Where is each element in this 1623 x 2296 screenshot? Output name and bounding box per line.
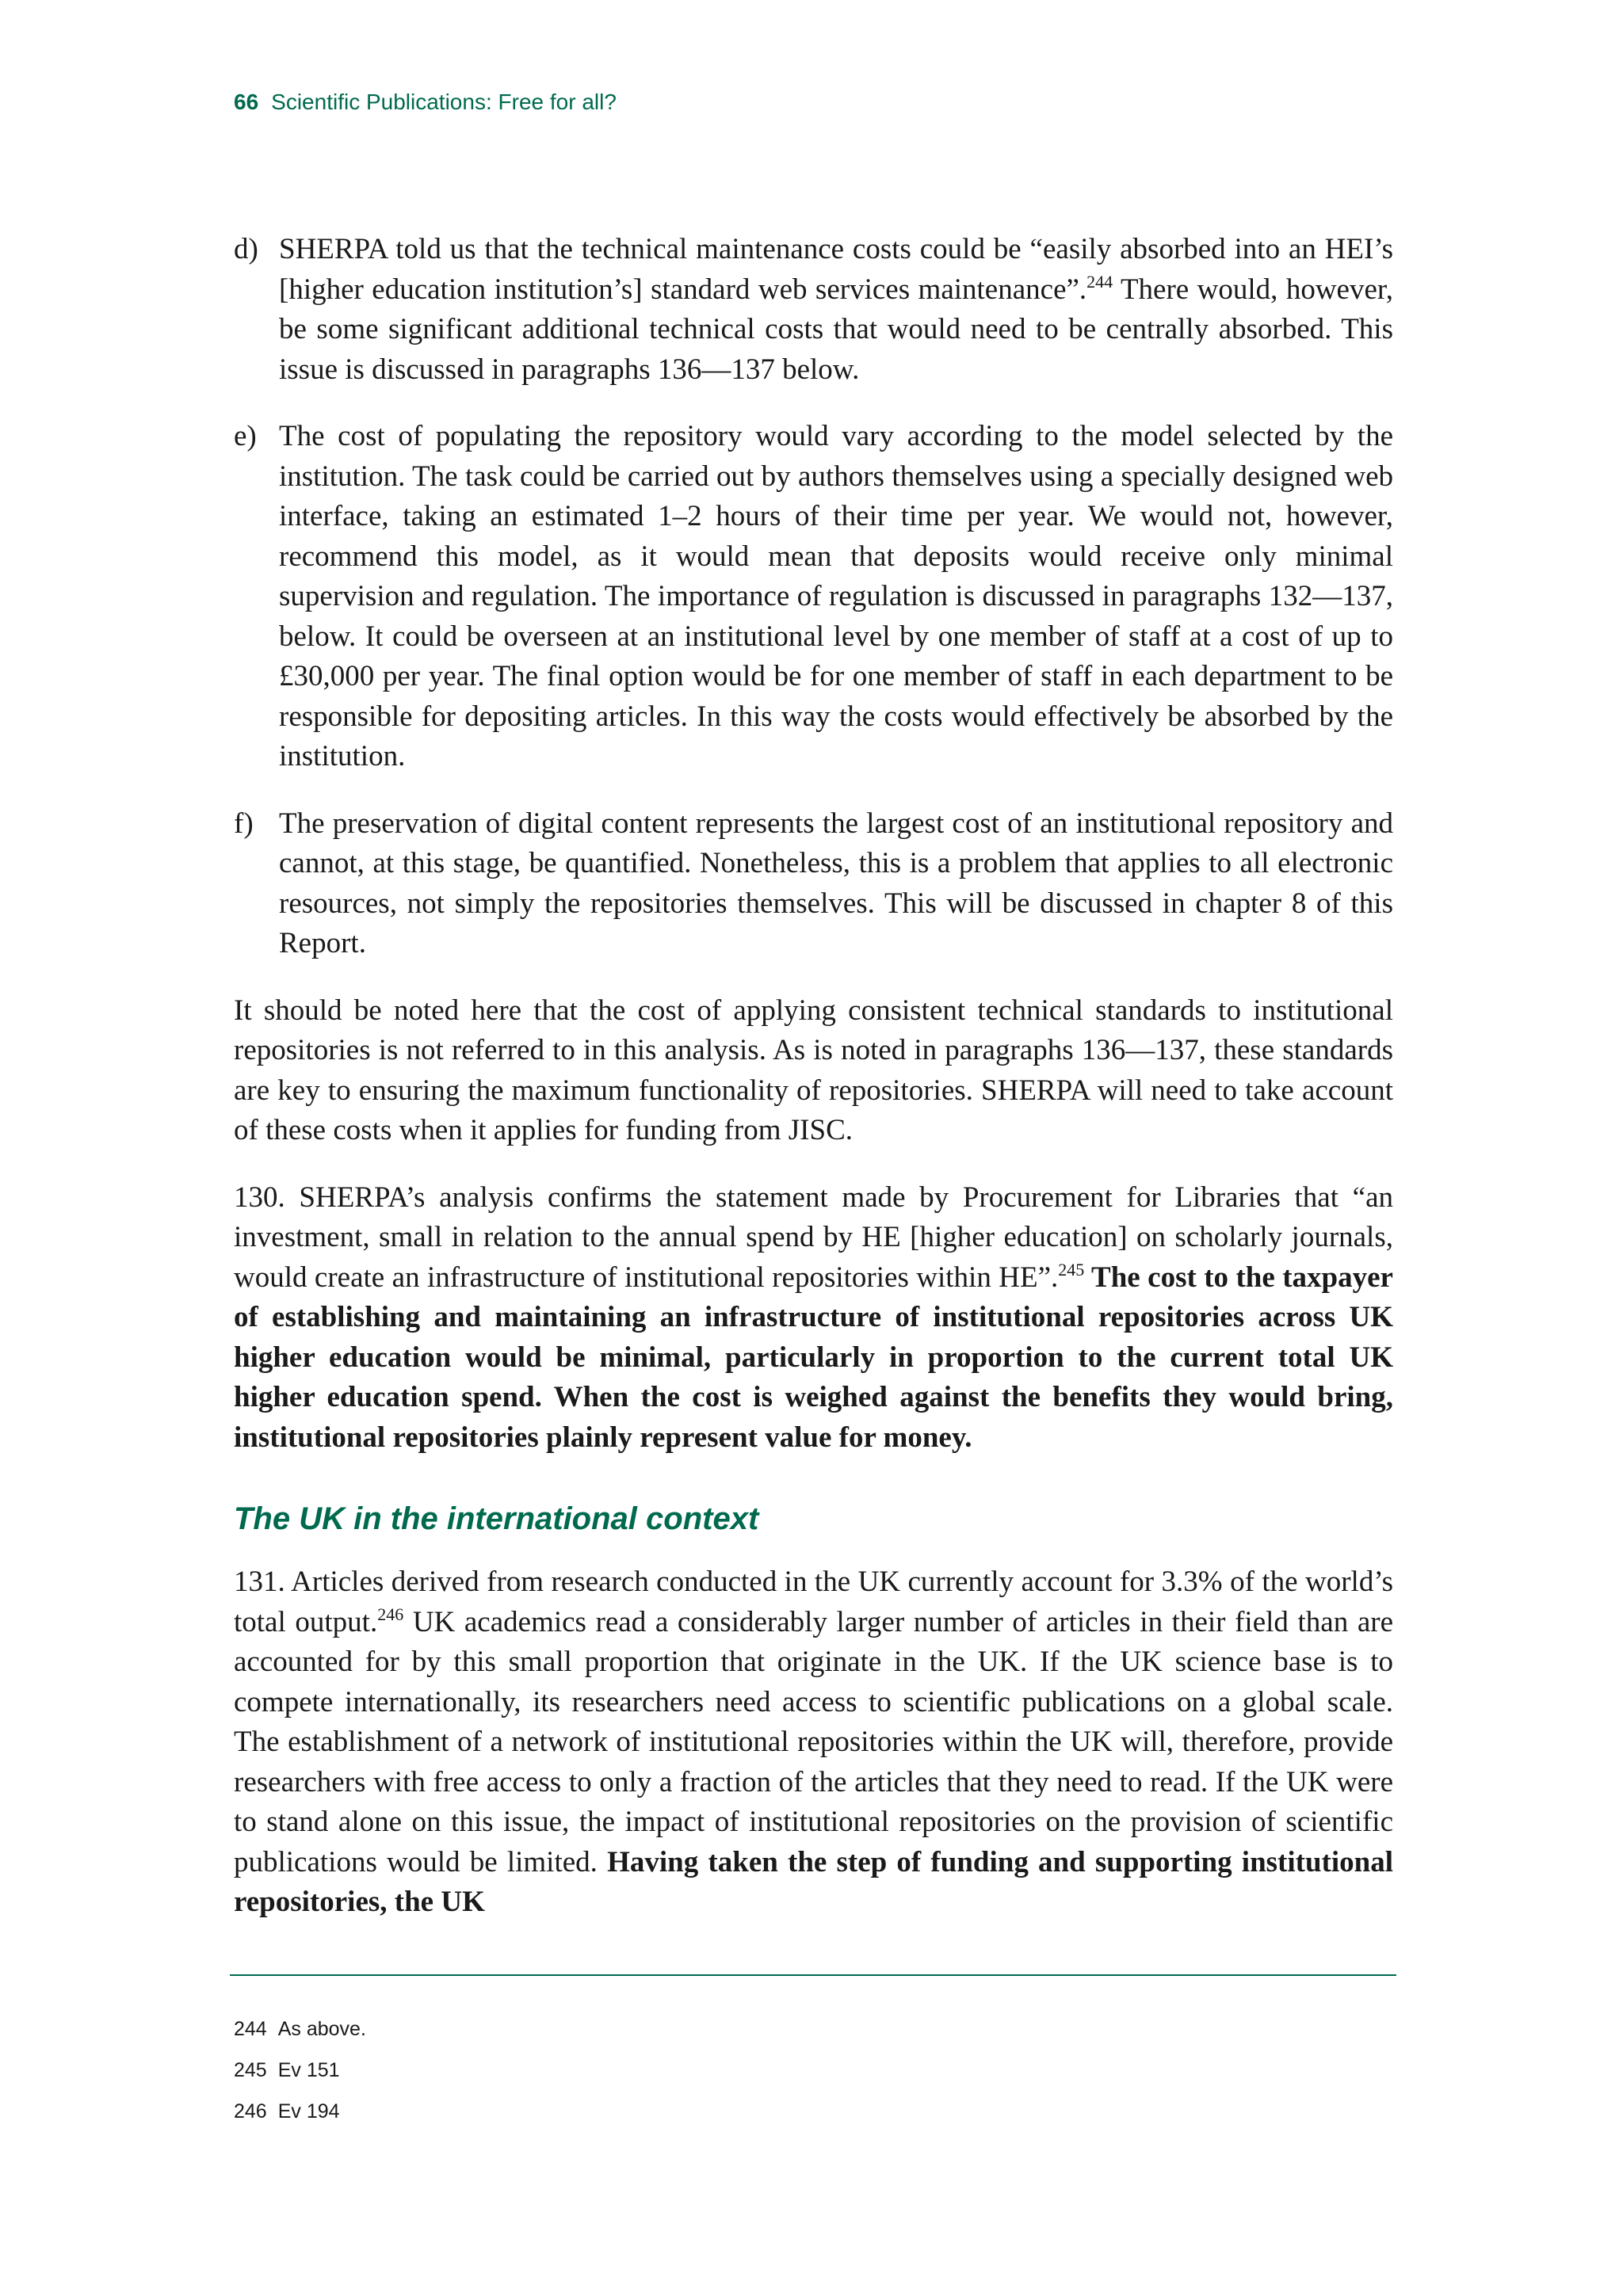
list-item-text: The cost of populating the repository would vary according to the model selected by the institution. The task could be carried out by authors themselves using a specially designed web interface, taking an estimated 1–2 hours of their time per year. We would not, however, recommend this model, as it would mean that deposits would receive only minimal supervision and regulation. The importance of regulation is discussed in paragraphs 132—137, below. It could be overseen at an institutional level by one member of staff at a cost of up to £30,000 per year. The final option would be for one member of staff in each department to be responsible for depositing articles. In this way the costs would effectively be absorbed by the institution.	[279, 420, 1393, 772]
paragraph-130	[234, 1178, 1393, 1459]
footnote-244	[234, 2017, 366, 2058]
footnote-number: 244	[234, 2018, 267, 2040]
list-item-text: There would, however, be some significant additional technical costs that would need to be centrally absorbed. This issue is discussed in paragraphs 136—137 below.	[279, 273, 1393, 386]
section-heading: The UK in the international context	[234, 1501, 759, 1536]
list-marker: f)	[234, 807, 254, 840]
footnote-246	[234, 2100, 366, 2141]
note-paragraph: It should be noted here that the cost of applying consistent technical standards to institutional repositories is not referred to in this analysis. As is noted in paragraphs 136—137, these standards are key to ensuring the maximum functionality of repositories. SHERPA will need to take account of these costs when it applies for funding from JISC.	[234, 994, 1393, 1146]
page-body	[234, 230, 1393, 1950]
page-number: 66	[234, 90, 259, 114]
list-item-text: SHERPA told us that the technical maintenance costs could be “easily absorbed into an HEI’s [higher education institution’s] standard web services maintenance”.	[279, 233, 1393, 306]
footnote-ref-245[interactable]: 245	[1058, 1259, 1085, 1280]
running-title: Scientific Publications: Free for all?	[271, 90, 617, 114]
list-marker: d)	[234, 233, 258, 265]
footnote-divider	[230, 1974, 1396, 1976]
footnotes	[234, 2017, 366, 2141]
paragraph-text: UK academics read a considerably larger number of articles in their field than are accounted for by this small proportion that originate in the UK. If the UK science base is to compete internationally, its researchers need access to scientific publications on a global scale. The establishment of a network of institutional repositories within the UK will, therefore, provide researchers with free access to only a fraction of the articles that they need to read. If the UK were to stand alone on this issue, the impact of institutional repositories on the provision of scientific publications would be limited.	[234, 1605, 1394, 1878]
footnote-245	[234, 2058, 366, 2100]
paragraph-conclusion-bold: The cost to the taxpayer of establishing and maintaining an infrastructure of institutional repositories across UK higher education would be minimal, particularly in proportion to the current total UK higher education spend. When the cost is weighed against the benefits they would bring, institutional repositories plainly represent value for money.	[234, 1261, 1393, 1454]
paragraph-131	[234, 1562, 1393, 1923]
list-item-f	[234, 804, 1393, 964]
footnote-text: Ev 151	[277, 2059, 340, 2081]
paragraph-conclusion-bold: Having taken the step of funding and supporting institutional repositories, the UK	[234, 1845, 1394, 1918]
footnote-ref-244[interactable]: 244	[1086, 271, 1113, 292]
running-header	[234, 90, 617, 115]
list-item-d	[234, 230, 1393, 390]
list-marker: e)	[234, 420, 257, 452]
list-item-e	[234, 417, 1393, 777]
footnote-text: Ev 194	[277, 2100, 340, 2122]
footnote-number: 245	[234, 2059, 267, 2081]
paragraph-text: 130. SHERPA’s analysis confirms the statement made by Procurement for Libraries that “an investment, small in relation to the annual spend by HE [higher education] on scholarly journals, would create an infrastructure of institutional repositories within HE”.	[234, 1180, 1393, 1294]
footnote-number: 246	[234, 2100, 267, 2122]
paragraph-text: 131. Articles derived from research conducted in the UK currently account for 3.3% of the world’s total output.	[234, 1566, 1393, 1638]
footnote-text: As above.	[277, 2018, 366, 2040]
footnote-ref-246[interactable]: 246	[377, 1604, 404, 1624]
list-item-text: The preservation of digital content represents the largest cost of an institutional repository and cannot, at this stage, be quantified. Nonetheless, this is a problem that applies to all electronic resources, not simply the repositories themselves. This will be discussed in chapter 8 of this Report.	[279, 807, 1393, 959]
